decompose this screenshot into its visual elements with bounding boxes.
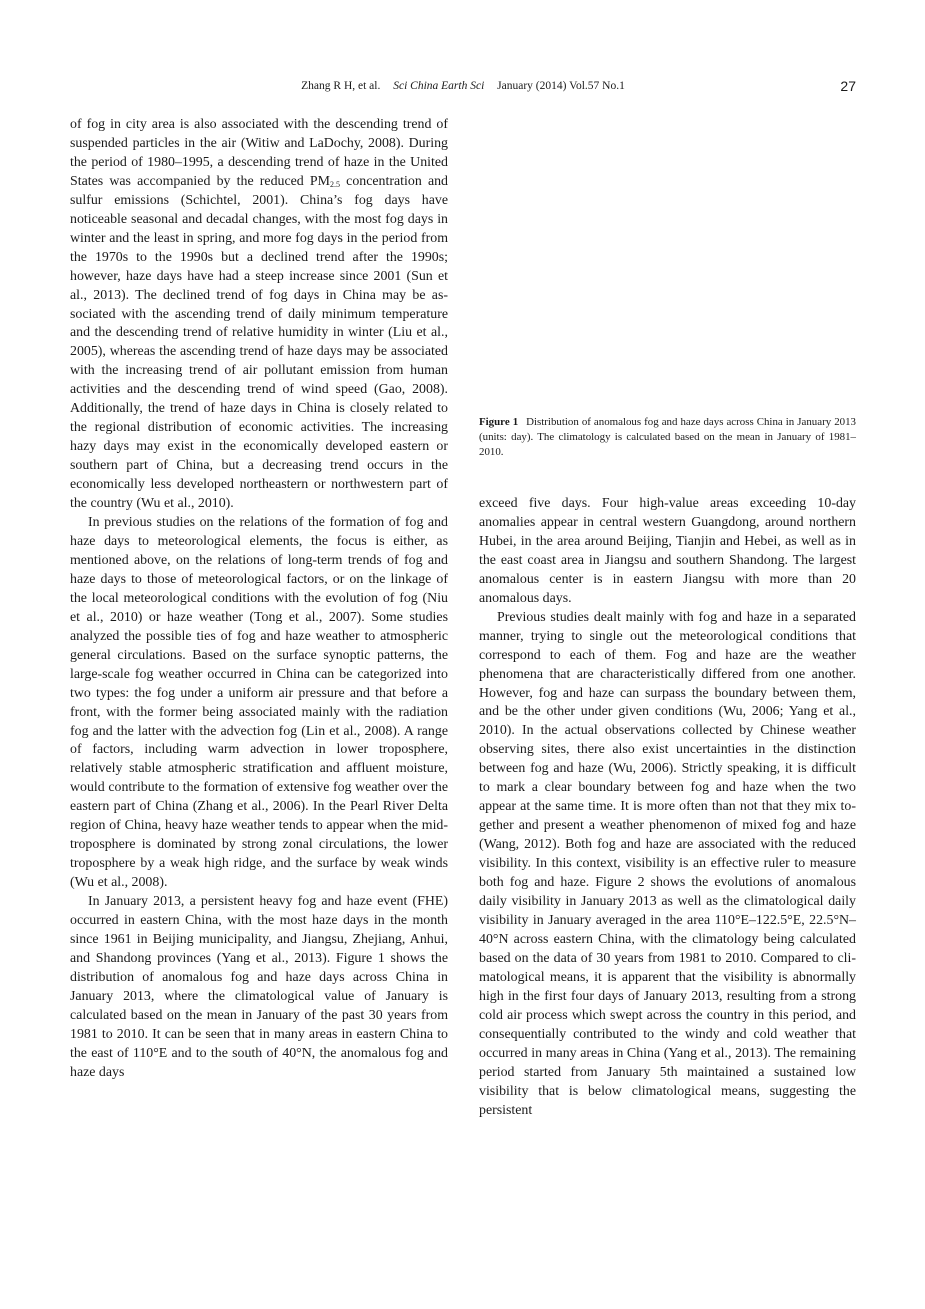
paragraph bbox=[70, 116, 448, 514]
paragraph: In previous studies on the relations of the formation of fog and haze days to meteorological elements, the focus is either, as mentioned above, on the relations of long-term trends of fog and haze days to those of meteorological factors, or on the linkage of the local meteorological conditions with the evolution of fog (Niu et al., 2010) or haze weather (Tong et al., 2007). Some studies analyzed the possible ties of fog and haze weather to atmospheric general circulations. Based on the surface synoptic patterns, the large-scale fog weather occurred in China can be categorized into two types: the fog under a uniform air pressure and that before a front, with the former being associated mainly with the radiation fog and the latter with the advection fog (Lin et al., 2008). A range of factors, including warm advection in lower troposphere, relatively stable atmospheric stratification and affluent moisture, would contribute to the formation of extensive fog weather over the eastern part of China (Zhang et al., 2006). In the Pearl River Delta region of China, heavy haze weather tends to appear when the mid-troposphere is dominated by strong zonal circulations, the lower troposphere by a weak high ridge, and the surface by weak winds (Wu et al., 2008). bbox=[70, 515, 448, 891]
caption-text: Distribution of anomalous fog and haze days across China in January 2013 (units: day). The climatology is calculated based on the mean in January of 1981–2010. bbox=[479, 416, 856, 459]
paragraph-text: of fog in city area is also associated with the descending trend of suspended particles in the air (Witiw and LaDochy, 2008). During the period of 1980–1995, a descending trend of haze in the United States was accompanied by the reduced PM bbox=[70, 117, 448, 189]
paragraph: In January 2013, a persistent heavy fog and haze event (FHE) occurred in eastern China, with the most haze days in the month since 1961 in Beijing municipality, and Jiangsu, Zhejiang, Anhui, and Shandong provinces (Yang et al., 2013). Figure 1 shows the distribution of anomalous fog and haze days across China in January 2013, where the climatological value of January is calculated based on the mean in January of the past 30 years from 1981 to 2010. It can be seen that in many areas in eastern China to the east of 110°E and to the south of 40°N, the anomalous fog and haze days bbox=[70, 894, 448, 1080]
paragraph: Previous studies dealt mainly with fog and haze in a separated manner, trying to single out the meteorological conditions that correspond to each of them. Fog and haze are the weather phenomena that are characteristically differed from one another. However, fog and haze can surpass the boundary between them, and be the other under given conditions (Wu, 2006; Yang et al., 2010). In the actual observations collected by Chinese weather observing sites, there also exist uncertainties in the distinction between fog and haze (Wu, 2006). Strictly speaking, it is difficult to mark a clear boundary between fog and haze when the two appear at the same time. It is more often than not that they mix together and present a weather phenomenon of mixed fog and haze (Wang, 2012). Both fog and haze are associated with the reduced visibility. In this context, visibility is an effective ruler to measure both fog and haze. Figure 2 shows the evolutions of anomalous daily visibility in January 2013 as well as the climatological daily visibility in January averaged in the area 110°E–122.5°E, 22.5°N–40°N across eastern China, with the climatology being calculated based on the data of 30 years from 1981 to 2010. Compared to climatological means, it is apparent that the visibility is abnormally high in the first four days of January 2013, resulting from a strong cold air process which swept across the country in this period, and consequentially contributed to the windy and cold weather that occurred in many areas in China (Yang et al., 2013). The remaining period started from January 5th maintained a sustained low visibility that is below climatological means, suggesting the persistent bbox=[479, 609, 856, 1118]
header-journal: Sci China Earth Sci bbox=[393, 80, 485, 92]
left-column bbox=[70, 116, 448, 1083]
page-number: 27 bbox=[840, 78, 856, 94]
right-column bbox=[479, 495, 856, 1120]
paragraph: exceed five days. Four high-value areas exceeding 10-day anomalies appear in central western Guangdong, around northern Hubei, in the area around Beijing, Tianjin and Hebei, as well as in the east coast area in Jiangsu and southern Shandong. The largest anomalous center is in eastern Jiangsu with more than 20 anomalous days. bbox=[479, 496, 856, 606]
header-authors: Zhang R H, et al. bbox=[301, 80, 381, 92]
pm-subscript: 2.5 bbox=[330, 179, 340, 189]
figure-caption bbox=[479, 415, 856, 461]
figure-1-image bbox=[479, 110, 856, 410]
running-header bbox=[70, 78, 856, 98]
figure-label: Figure 1 bbox=[479, 416, 519, 428]
paragraph-text: concentration and sulfur emissions (Schichtel, 2001). China’s fog days have noticeable seasonal and decadal changes, with the most fog days in winter and the least in spring, and more fog days in the period from the 1970s to the 1990s but a declined trend after the 1990s; however, haze days have had a steep increase since 2001 (Sun et al., 2013). The declined trend of fog days in China may be associated with the ascending trend of daily minimum temperature and the descending trend of relative humidity in winter (Liu et al., 2005), whereas the ascending trend of haze days may be associated with the increasing trend of air pollutant emission from human activities and the descending trend of wind speed (Gao, 2008). Additionally, the trend of haze days in China is closely related to the regional distribution of economic activities. The increasing hazy days may exist in the economically developed eastern or southern part of China, but a decreasing trend occurs in the economically less developed northeastern or northwestern part of the country (Wu et al., 2010). bbox=[70, 173, 448, 512]
header-issue: January (2014) Vol.57 No.1 bbox=[497, 80, 625, 92]
header-citation bbox=[70, 80, 856, 92]
